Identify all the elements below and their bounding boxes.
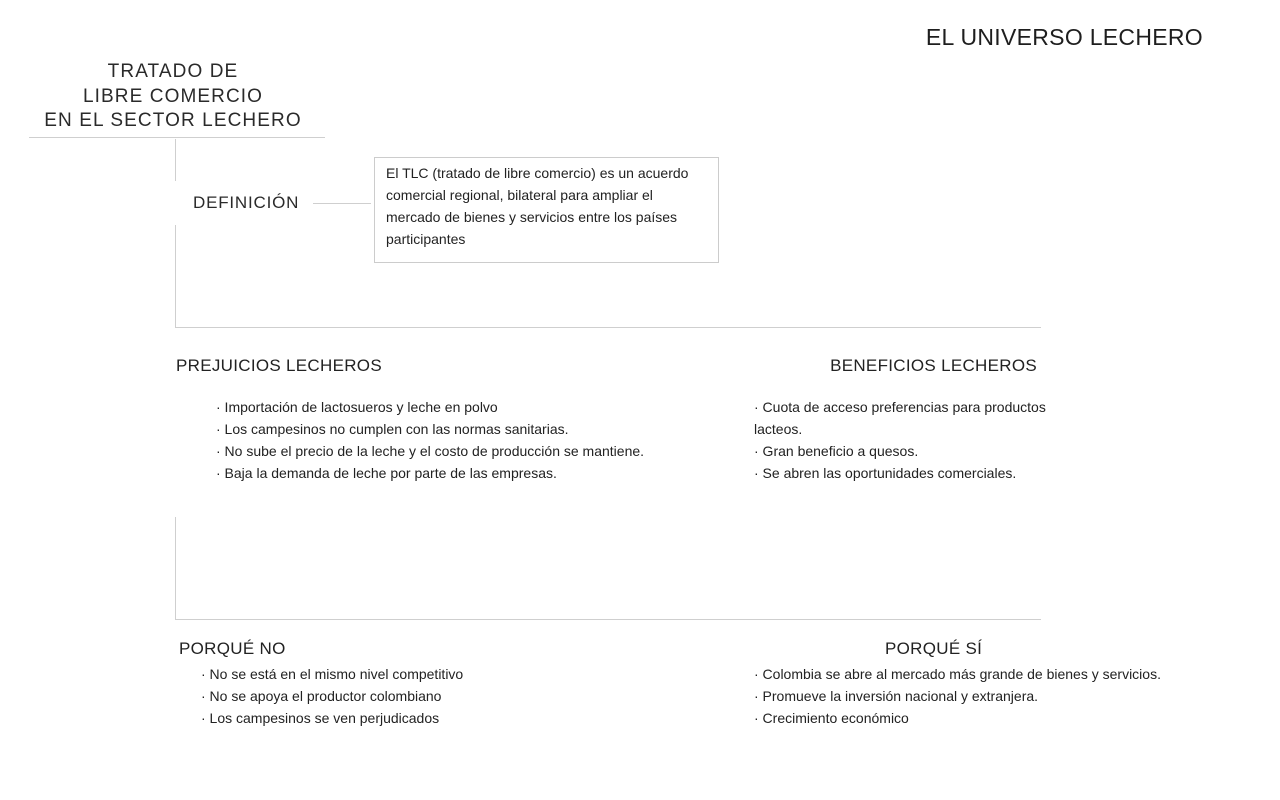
list-item: · Importación de lactosueros y leche en polvo: [216, 399, 498, 415]
prejuicios-heading: PREJUICIOS LECHEROS: [176, 356, 382, 375]
definition-label: DEFINICIÓN: [193, 193, 300, 212]
definition-text-line: comercial regional, bilateral para ampliar el: [386, 187, 653, 203]
list-item: · Gran beneficio a quesos.: [754, 443, 919, 459]
list-item: · Promueve la inversión nacional y extranjera.: [754, 688, 1039, 704]
list-item: · Se abren las oportunidades comerciales.: [754, 465, 1017, 481]
definition-text-line: mercado de bienes y servicios entre los países: [386, 209, 678, 225]
definition-box: [374, 157, 719, 263]
porque-si-heading: PORQUÉ SÍ: [885, 639, 983, 658]
beneficios-list: [754, 396, 1046, 484]
definition-text-line: El TLC (tratado de libre comercio) es un acuerdo: [386, 165, 689, 181]
divider-line-lower: [175, 619, 1041, 620]
connector-line-lower: [175, 517, 176, 619]
main-title-line: LIBRE COMERCIO: [82, 85, 264, 107]
list-item: · Baja la demanda de leche por parte de las empresas.: [216, 465, 557, 481]
divider-line-upper: [175, 327, 1041, 328]
porque-no-list: [201, 663, 463, 729]
list-item: · No se está en el mismo nivel competitivo: [201, 666, 464, 682]
definition-text-line: participantes: [386, 231, 466, 247]
connector-line-definition-down: [175, 225, 176, 327]
prejuicios-list: [216, 396, 644, 484]
list-item: · Cuota de acceso preferencias para productos: [754, 399, 1046, 415]
porque-no-heading: PORQUÉ NO: [179, 639, 286, 658]
list-item: · Los campesinos no cumplen con las normas sanitarias.: [216, 421, 569, 437]
list-item: lacteos.: [754, 421, 803, 437]
main-title-line: EN EL SECTOR LECHERO: [44, 110, 302, 131]
porque-si-list: [754, 663, 1161, 729]
list-item: · Colombia se abre al mercado más grande de bienes y servicios.: [754, 666, 1161, 682]
connector-line-definition-to-box: [313, 203, 371, 204]
list-item: · Crecimiento económico: [754, 710, 909, 726]
main-title: [30, 60, 316, 134]
list-item: · No sube el precio de la leche y el costo de producción se mantiene.: [216, 443, 645, 459]
beneficios-heading: BENEFICIOS LECHEROS: [830, 356, 1037, 375]
list-item: · Los campesinos se ven perjudicados: [201, 710, 440, 726]
list-item: · No se apoya el productor colombiano: [201, 688, 442, 704]
brand-title: EL UNIVERSO LECHERO: [925, 24, 1203, 50]
connector-line-title-to-definition: [175, 139, 176, 181]
main-title-line: TRATADO DE: [107, 61, 239, 82]
title-underline: [29, 137, 325, 138]
